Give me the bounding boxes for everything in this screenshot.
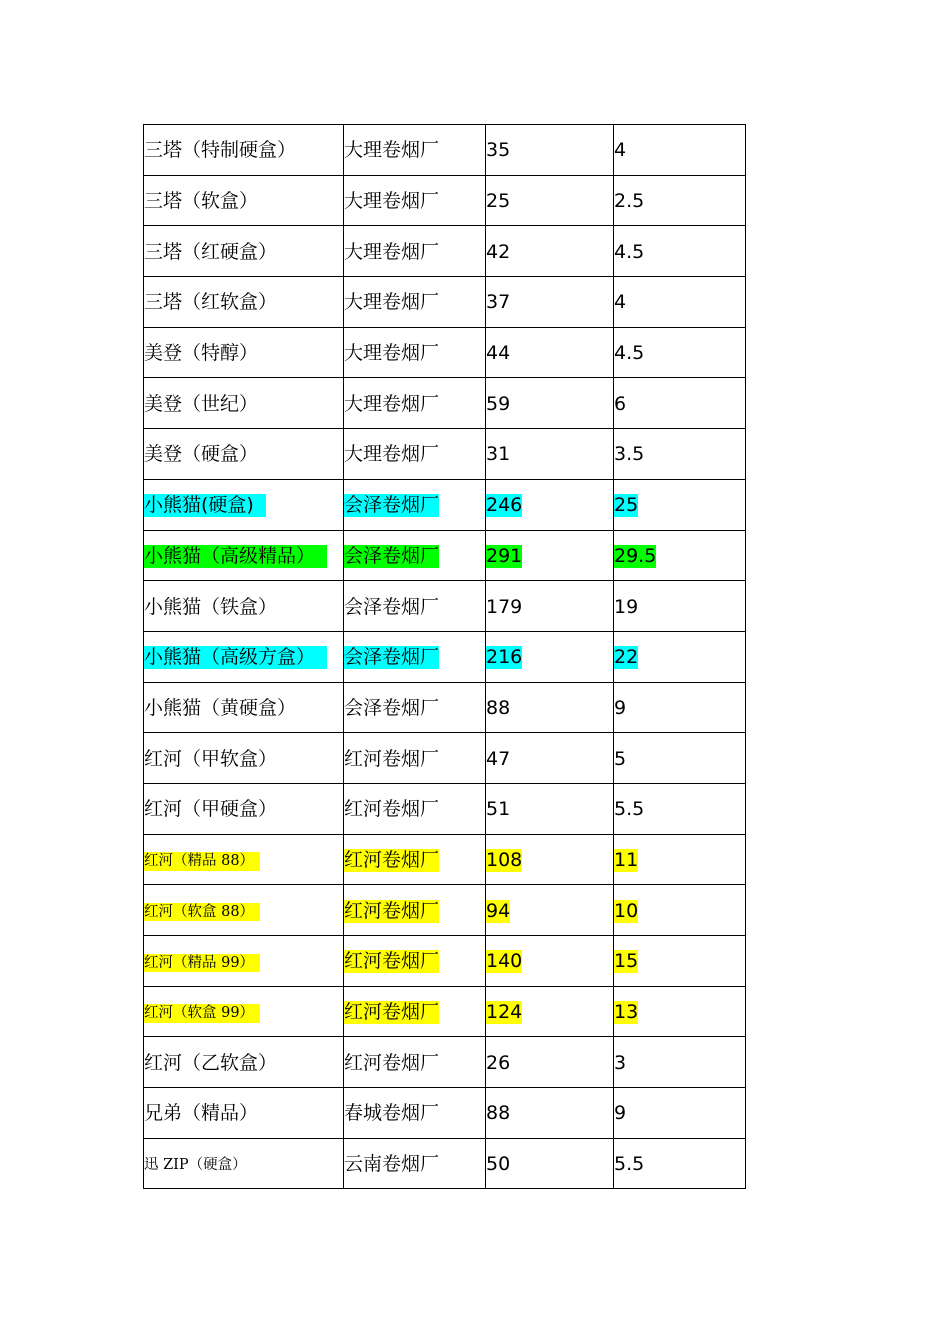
price-text: 216 [486,646,523,669]
price-text: 179 [486,595,523,618]
price-text: 25 [486,190,511,213]
table-row [144,479,746,530]
product-name-text: 小熊猫（高级方盒） [144,646,327,669]
price-text: 59 [486,392,511,415]
price-cell [486,530,614,581]
price-text: 50 [486,1153,511,1176]
price-cell [486,378,614,429]
price-cell [486,1088,614,1139]
price-text: 47 [486,747,511,770]
price-text: 140 [486,950,523,973]
value-cell [614,277,746,328]
value-cell [614,479,746,530]
value-text: 3.5 [614,443,645,466]
price-text: 291 [486,544,523,567]
table-row [144,682,746,733]
manufacturer-cell [344,226,486,277]
value-text: 6 [614,392,627,415]
manufacturer-text: 云南卷烟厂 [344,1153,440,1176]
value-cell [614,1088,746,1139]
manufacturer-cell [344,1037,486,1088]
manufacturer-text: 红河卷烟厂 [344,899,440,922]
manufacturer-cell [344,378,486,429]
product-name-cell [144,327,344,378]
product-name-cell [144,733,344,784]
manufacturer-cell [344,885,486,936]
manufacturer-text: 会泽卷烟厂 [344,544,440,567]
product-name-text: 红河（软盒 99） [144,1004,260,1023]
value-cell [614,429,746,480]
manufacturer-cell [344,1088,486,1139]
value-cell [614,885,746,936]
product-name-text: 三塔（软盒） [144,190,259,213]
manufacturer-cell [344,733,486,784]
price-text: 44 [486,342,511,365]
price-cell [486,733,614,784]
manufacturer-text: 会泽卷烟厂 [344,595,440,618]
price-cell [486,327,614,378]
manufacturer-text: 大理卷烟厂 [344,240,440,263]
price-cell [486,783,614,834]
value-cell [614,631,746,682]
product-name-text: 小熊猫（铁盒） [144,595,278,618]
price-text: 26 [486,1051,511,1074]
manufacturer-text: 红河卷烟厂 [344,798,440,821]
manufacturer-cell [344,1138,486,1189]
price-cell [486,581,614,632]
manufacturer-cell [344,479,486,530]
value-text: 25 [614,494,639,517]
product-name-text: 三塔（红硬盒） [144,240,278,263]
value-text: 4 [614,139,627,162]
table-row [144,834,746,885]
table-row [144,226,746,277]
product-name-cell [144,682,344,733]
product-name-cell [144,479,344,530]
value-cell [614,175,746,226]
table-row [144,327,746,378]
product-name-text: 红河（软盒 88） [144,903,260,922]
value-cell [614,936,746,987]
manufacturer-cell [344,936,486,987]
value-text: 2.5 [614,190,645,213]
table-row [144,733,746,784]
table-row [144,1037,746,1088]
product-name-text: 美登（特醇） [144,342,259,365]
manufacturer-cell [344,682,486,733]
manufacturer-text: 会泽卷烟厂 [344,646,440,669]
price-text: 37 [486,291,511,314]
price-cell [486,986,614,1037]
table-row [144,1138,746,1189]
product-name-cell [144,378,344,429]
price-text: 31 [486,443,511,466]
value-cell [614,783,746,834]
value-text: 4.5 [614,342,645,365]
product-name-text: 美登（世纪） [144,392,259,415]
value-cell [614,581,746,632]
product-name-text: 三塔（红软盒） [144,291,278,314]
product-name-text: 红河（精品 99） [144,954,260,973]
value-text: 10 [614,899,639,922]
manufacturer-text: 大理卷烟厂 [344,139,440,162]
table-row [144,631,746,682]
product-name-cell [144,226,344,277]
table-row [144,581,746,632]
value-cell [614,834,746,885]
product-name-cell [144,581,344,632]
manufacturer-cell [344,277,486,328]
value-cell [614,125,746,176]
price-text: 94 [486,899,511,922]
value-cell [614,1138,746,1189]
price-cell [486,885,614,936]
manufacturer-cell [344,581,486,632]
product-name-cell [144,175,344,226]
product-name-cell [144,277,344,328]
product-name-cell [144,429,344,480]
value-text: 19 [614,595,639,618]
value-text: 5.5 [614,798,645,821]
product-name-cell [144,936,344,987]
product-name-text: 红河（甲硬盒） [144,798,278,821]
value-text: 29.5 [614,544,657,567]
price-text: 108 [486,848,523,871]
product-name-text: 红河（乙软盒） [144,1051,278,1074]
price-text: 51 [486,798,511,821]
product-name-text: 红河（精品 88） [144,852,260,871]
product-name-cell [144,834,344,885]
price-cell [486,277,614,328]
manufacturer-text: 红河卷烟厂 [344,848,440,871]
manufacturer-cell [344,175,486,226]
price-cell [486,834,614,885]
manufacturer-text: 大理卷烟厂 [344,392,440,415]
table-row [144,429,746,480]
product-name-cell [144,125,344,176]
value-text: 5 [614,747,627,770]
manufacturer-cell [344,834,486,885]
price-cell [486,682,614,733]
value-cell [614,682,746,733]
manufacturer-text: 大理卷烟厂 [344,342,440,365]
product-name-cell [144,986,344,1037]
value-cell [614,378,746,429]
product-name-text: 美登（硬盒） [144,443,259,466]
value-cell [614,327,746,378]
manufacturer-cell [344,986,486,1037]
value-cell [614,530,746,581]
table-row [144,936,746,987]
price-cell [486,429,614,480]
table-row [144,175,746,226]
manufacturer-cell [344,327,486,378]
product-name-cell [144,631,344,682]
manufacturer-cell [344,783,486,834]
product-name-text: 红河（甲软盒） [144,747,278,770]
table-row [144,277,746,328]
manufacturer-text: 红河卷烟厂 [344,1051,440,1074]
value-text: 13 [614,1001,639,1024]
price-cell [486,226,614,277]
value-text: 4.5 [614,240,645,263]
manufacturer-cell [344,530,486,581]
manufacturer-text: 大理卷烟厂 [344,443,440,466]
table-body [144,125,746,1189]
product-name-cell [144,783,344,834]
value-cell [614,733,746,784]
manufacturer-text: 大理卷烟厂 [344,190,440,213]
value-cell [614,226,746,277]
price-text: 246 [486,494,523,517]
price-cell [486,479,614,530]
table-row [144,125,746,176]
manufacturer-cell [344,429,486,480]
product-name-text: 小熊猫（高级精品） [144,545,327,568]
manufacturer-text: 会泽卷烟厂 [344,696,440,719]
product-name-text: 迅 ZIP（硬盒） [144,1157,247,1174]
value-text: 5.5 [614,1153,645,1176]
price-cell [486,175,614,226]
value-text: 3 [614,1051,627,1074]
value-text: 11 [614,848,639,871]
table-row [144,378,746,429]
product-name-text: 三塔（特制硬盒） [144,139,297,162]
price-text: 124 [486,1001,523,1024]
price-text: 35 [486,139,511,162]
price-cell [486,1037,614,1088]
value-text: 22 [614,646,639,669]
price-text: 88 [486,1102,511,1125]
table-row [144,885,746,936]
price-cell [486,631,614,682]
value-cell [614,986,746,1037]
manufacturer-text: 春城卷烟厂 [344,1102,440,1125]
product-name-cell [144,885,344,936]
product-name-cell [144,1037,344,1088]
product-name-text: 小熊猫(硬盒) [144,494,266,517]
price-text: 88 [486,696,511,719]
value-text: 15 [614,950,639,973]
product-name-text: 兄弟（精品） [144,1102,259,1125]
value-text: 9 [614,696,627,719]
table-row [144,530,746,581]
manufacturer-text: 大理卷烟厂 [344,291,440,314]
price-cell [486,125,614,176]
price-cell [486,1138,614,1189]
manufacturer-text: 红河卷烟厂 [344,1001,440,1024]
product-name-cell [144,530,344,581]
product-name-text: 小熊猫（黄硬盒） [144,696,297,719]
value-text: 9 [614,1102,627,1125]
manufacturer-text: 红河卷烟厂 [344,950,440,973]
value-text: 4 [614,291,627,314]
product-name-cell [144,1088,344,1139]
table-row [144,1088,746,1139]
price-text: 42 [486,240,511,263]
value-cell [614,1037,746,1088]
manufacturer-text: 红河卷烟厂 [344,747,440,770]
manufacturer-cell [344,125,486,176]
table-row [144,986,746,1037]
manufacturer-cell [344,631,486,682]
price-table [143,124,746,1189]
price-cell [486,936,614,987]
product-name-cell [144,1138,344,1189]
manufacturer-text: 会泽卷烟厂 [344,494,440,517]
table-row [144,783,746,834]
